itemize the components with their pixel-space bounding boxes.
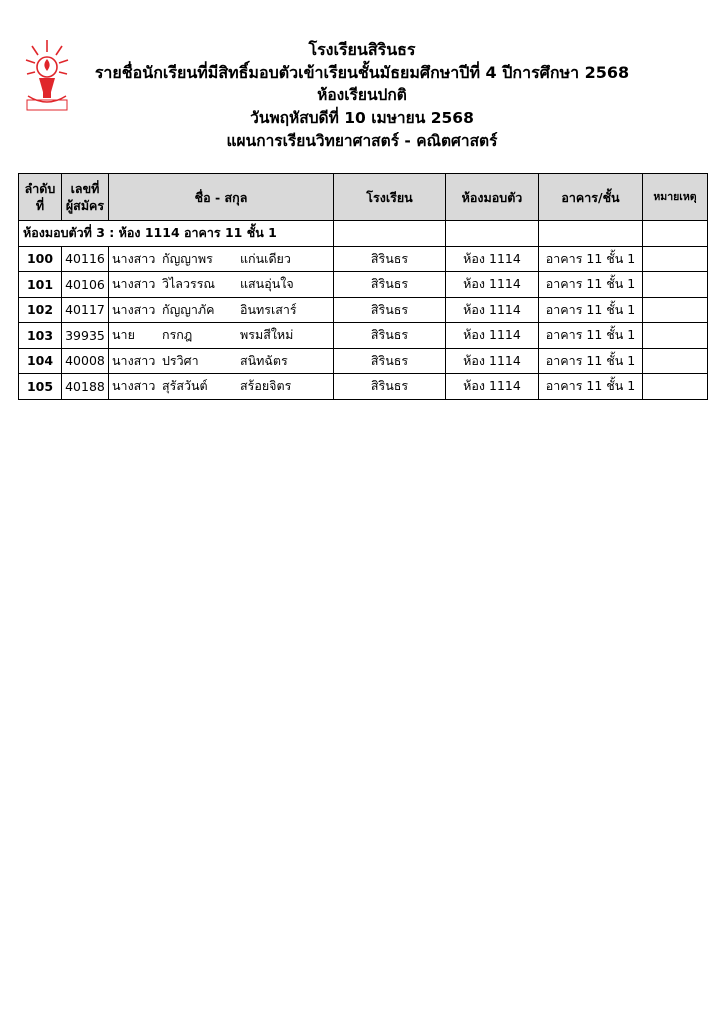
row-name: นางสาว สุรัสวันต์ สร้อยจิตร xyxy=(109,374,334,400)
row-note xyxy=(643,348,708,374)
col-header-name: ชื่อ - สกุล xyxy=(109,174,334,221)
table-row xyxy=(19,348,708,374)
row-no: 101 xyxy=(19,272,62,298)
row-no: 102 xyxy=(19,297,62,323)
row-no: 104 xyxy=(19,348,62,374)
document-header xyxy=(0,38,724,153)
row-school: สิรินธร xyxy=(334,374,446,400)
row-building: อาคาร 11 ชั้น 1 xyxy=(539,246,643,272)
table-header-row xyxy=(19,174,708,221)
row-note xyxy=(643,246,708,272)
row-building: อาคาร 11 ชั้น 1 xyxy=(539,297,643,323)
event-date: วันพฤหัสบดีที่ 10 เมษายน 2568 xyxy=(250,109,474,127)
room-type: ห้องเรียนปกติ xyxy=(317,86,407,104)
row-note xyxy=(643,272,708,298)
row-applicant-id: 39935 xyxy=(62,323,109,349)
row-name: นางสาว กัญญาภัค อินทรเสาร์ xyxy=(109,297,334,323)
row-building: อาคาร 11 ชั้น 1 xyxy=(539,272,643,298)
col-header-school: โรงเรียน xyxy=(334,174,446,221)
student-table xyxy=(18,173,708,400)
col-header-note: หมายเหตุ xyxy=(643,174,708,221)
row-school: สิรินธร xyxy=(334,323,446,349)
row-building: อาคาร 11 ชั้น 1 xyxy=(539,348,643,374)
row-applicant-id: 40008 xyxy=(62,348,109,374)
row-applicant-id: 40188 xyxy=(62,374,109,400)
row-note xyxy=(643,297,708,323)
row-applicant-id: 40106 xyxy=(62,272,109,298)
table-row xyxy=(19,297,708,323)
col-header-room: ห้องมอบตัว xyxy=(446,174,539,221)
row-building: อาคาร 11 ชั้น 1 xyxy=(539,374,643,400)
row-school: สิรินธร xyxy=(334,246,446,272)
school-name: โรงเรียนสิรินธร xyxy=(308,40,416,59)
table-row xyxy=(19,323,708,349)
col-header-no: ลำดับ ที่ xyxy=(19,174,62,221)
table-row xyxy=(19,374,708,400)
row-school: สิรินธร xyxy=(334,297,446,323)
row-school: สิรินธร xyxy=(334,272,446,298)
row-name: นางสาว ปรวิศา สนิทฉัตร xyxy=(109,348,334,374)
row-room: ห้อง 1114 xyxy=(446,348,539,374)
row-building: อาคาร 11 ชั้น 1 xyxy=(539,323,643,349)
row-name: นางสาว วิไลวรรณ แสนอุ่นใจ xyxy=(109,272,334,298)
row-room: ห้อง 1114 xyxy=(446,272,539,298)
row-no: 100 xyxy=(19,246,62,272)
row-name: นาย กรกฎ พรมสีใหม่ xyxy=(109,323,334,349)
row-no: 105 xyxy=(19,374,62,400)
col-header-applicant: เลขที่ ผู้สมัคร xyxy=(62,174,109,221)
row-note xyxy=(643,323,708,349)
row-room: ห้อง 1114 xyxy=(446,246,539,272)
study-program: แผนการเรียนวิทยาศาสตร์ - คณิตศาสตร์ xyxy=(226,132,498,150)
row-note xyxy=(643,374,708,400)
row-applicant-id: 40117 xyxy=(62,297,109,323)
document-title: รายชื่อนักเรียนที่มีสิทธิ์มอบตัวเข้าเรียนชั้นมัธยมศึกษาปีที่ 4 ปีการศึกษา 2568 xyxy=(94,63,630,82)
row-room: ห้อง 1114 xyxy=(446,374,539,400)
row-room: ห้อง 1114 xyxy=(446,323,539,349)
table-row xyxy=(19,272,708,298)
col-header-building: อาคาร/ชั้น xyxy=(539,174,643,221)
row-room: ห้อง 1114 xyxy=(446,297,539,323)
row-name: นางสาว กัญญาพร แก่นเดียว xyxy=(109,246,334,272)
table-row xyxy=(19,246,708,272)
group-label: ห้องมอบตัวที่ 3 : ห้อง 1114 อาคาร 11 ชั้น 1 xyxy=(19,221,334,247)
row-no: 103 xyxy=(19,323,62,349)
row-school: สิรินธร xyxy=(334,348,446,374)
row-applicant-id: 40116 xyxy=(62,246,109,272)
group-row xyxy=(19,221,708,247)
